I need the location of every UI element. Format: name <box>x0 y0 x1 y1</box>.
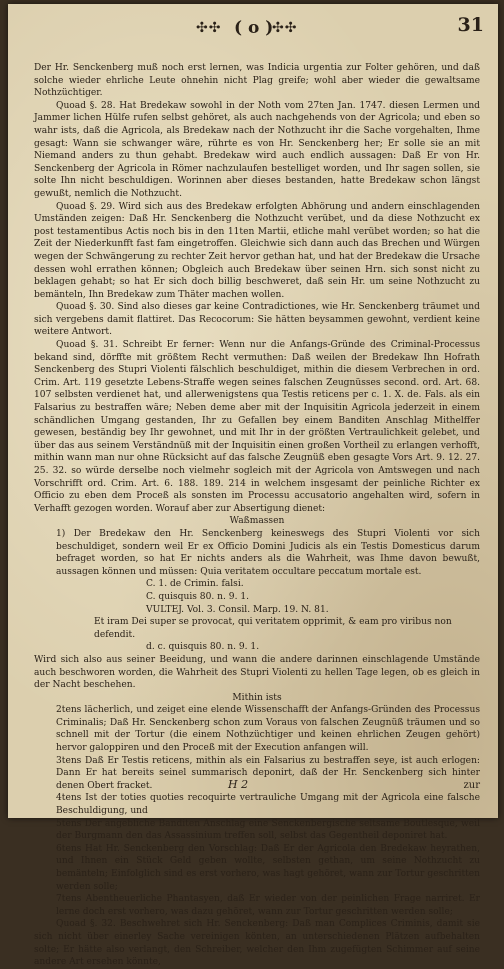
paragraph-point-4: 4tens Ist der toties quoties recoquirte vertrauliche Umgang mit der Agricola eine falsche Beschuldigung, und <box>56 793 480 817</box>
catchword: zur <box>463 780 480 791</box>
page-number: 31 <box>457 14 484 36</box>
document-body <box>34 62 480 968</box>
signature-mark: H 2 <box>228 778 249 791</box>
paragraph-point-6: 6tens Hat Hr. Senckenberg den Vorschlag: Daß Er der Agricola den Bredekaw heyrathen, und Ihnen ein Stück Geld geben wollte, selbsten gethan, um seine Nothzucht zu bemänteln; Einfolglich sind es erst vorhero, was hagt gehöret, wann zur Tortur geschritten werden solle; <box>56 843 480 892</box>
paragraph-quoad-31: Quoad §. 31. Schreibt Er ferner: Wenn nur die Anfangs-Gründe des Criminal-Processus bekand sind, dörffte mit größtem Recht vermuthen: Daß weilen der Bredekaw Ihn Hofrath Senckenberg des Stupri Violenti fälschlich beschuldiget, mithin die diesem Verbrechen in ord. Crim. Art. 119 gesetzte Lebens-Straffe wegen seines falschen Zeugnüsses second. ord. Art. 68. 107 selbsten verdienet hat, und allerwenigstens qua Testis reticens per c. 1. X. de. Fals. als ein Falsarius zu bestraffen wäre; Neben deme aber mit der Inquisitin Agricola jederzeit in einem schändlichen Umgang gestanden, Ihr zu Gefallen bey einem Banditen Anschlag Mithelffer gewesen, beständig bey Ihr gewohnet, und mit Ihr in der größten Vertraulichkeit gelebet, und über das aus seinem Verständnüß mit der Inquisitin einen großen Vortheil zu erlangen verhofft, mithin wann man nur ohne Rücksicht auf das falsche Zeugnüß eben gesagte Vors Art. 9. 12. 27. 25. 32. so würde derselbe noch vielmehr sogleich mit der Agricola von Amtswegen und nach Vorschrifft ord. Crim. Art. 6. 188. 189. 214 in welchem insgesamt der peinliche Richter ex Officio zu eben dem Proceß als sonsten im Processu accusatorio angehalten wird, sofern in Verhafft gezogen worden. Worauf aber zur Absertigung dienet: <box>34 340 480 514</box>
citation-line: VULTEJ. Vol. 3. Consil. Marp. 19. N. 81. <box>146 604 329 615</box>
paragraph-quoad-29: Quoad §. 29. Wird sich aus des Bredekaw erfolgten Abhörung und andern einschlagenden Umständen zeigen: Daß Hr. Senckenberg die Nothzucht verübet, und da diese Nothzucht ex post testamentibus Actis noch bis in den 11ten Martii, etliche mahl verübet worden; so hat die Zeit der Niederkunfft fast fam eingetroffen. Gleichwie sich dann auch das Brechen und Würgen wegen der Schwängerung zu rechter Zeit hervor gethan hat, und hat der Bredekaw die Ursache dessen wohl errathen können; Obgleich auch Bredekaw über seinen Hrn. sich sonst nicht zu beklagen gehabt; so hat Er sich doch billig beschweret, daß sein Hr. um seine Nothzucht zu bemänteln, Ihn Bredekaw zum Thäter machen wollen. <box>34 201 480 300</box>
citation-line: C. 1. de Crimin. falsi. <box>146 579 244 590</box>
ornament-left: ✣✣ <box>196 20 222 36</box>
page-footer <box>8 778 498 798</box>
paragraph-point-2: 2tens lächerlich, und zeiget eine elende Wissenschafft der Anfangs-Gründen des Processus Criminalis; Daß Hr. Senckenberg schon zum Voraus von falschen Zeugnüß träumen und so schnell mit der Tortur (die einem Nothzüchtiger und keinen ehrlichen Zeugen gehört) hervor galoppiren und den Proceß mit der Execution anfangen will. <box>56 705 480 754</box>
page-header <box>8 14 498 54</box>
ornament-right: ✣✣ <box>272 20 298 36</box>
paragraph-point-1: 1) Der Bredekaw den Hr. Senckenberg keineswegs des Stupri Violenti vor sich beschuldiget, sondern weil Er ex Officio Domini Judicis als ein Testis Domesticus darum befraget worden, so hat Er nichts anders als die Wahrheit, was Ihme davon bewußt, aussagen können und müssen: Quia veritatem occultare peccatum mortale est. <box>56 528 480 577</box>
citation-line: C. quisquis 80. n. 9. 1. <box>146 591 250 602</box>
paragraph-point-3: 3tens Daß Er Testis reticens, mithin als ein Falsarius zu bestraffen seye, ist auch erlogen: Dann Er hat bereits seinel summarisch deponirt, daß der Hr. Senckenberg sich hinter denen Obert fracket. <box>56 755 480 791</box>
paragraph-oath: Wird sich also aus seiner Beeidung, und wann die andere darinnen einschlagende Umstände auch beschworen worden, die Wahrheit des Stupri Violenti zu hellen Tage legen, ob es gleich in der Nacht beschehen. <box>34 654 480 691</box>
paragraph-quoad-32: Quoad §. 32. Beschwehret sich Hr. Senckenberg: Daß man Complices Criminis, damit sie sich nicht über einerley Sache vereinigen könten, an unterschiedenen Plätzen aufbehalten solte; Er hätte also verlangt, den Schreiber, welcher den Ihm zugefügten Schimmer auf seine andere Art ersehen könnte, <box>34 919 480 968</box>
paragraph-intro: Der Hr. Senckenberg muß noch erst lernen, was Indicia urgentia zur Folter gehören, und daß solche wieder ehrliche Leute ohnehin nicht Plag greife; wohl aber wieder die gewaltsame Nothzüchtiger. <box>34 63 480 99</box>
paragraph-point-7: 7tens Abentheuerliche Phantasyen, daß Er wieder von der peinlichen Frage narriret. Er lerne doch erst vorhero, was dazu gehöret, wann zur Tortur geschritten werden solle; <box>56 894 480 917</box>
page-marker: ( o ) <box>234 18 274 38</box>
paragraph-quoad-30: Quoad §. 30. Sind also dieses gar keine Contradictiones, wie Hr. Senckenberg träumet und sich vergebens damit flattiret. Das Recocorum: Sie hätten beysammen gewohnt, verdient keine weitere Antwort. <box>34 302 480 338</box>
document-page <box>8 4 498 968</box>
paragraph-point-5: 5tens Der angebliche Banditen Anschlag eine Senckenbergische seltsame Boutlesque, weil der Burgmann den das Assassinium treffen soll, selbst das Gegentheil deponiret hat. <box>56 818 480 842</box>
heading-mithin: Mithin ists <box>232 692 282 703</box>
latin-quote: Et iram Dei super se provocat, qui veritatem opprimit, & eam pro viribus non defendit. <box>94 617 452 640</box>
citation-line: d. c. quisquis 80. n. 9. 1. <box>146 642 260 653</box>
paragraph-quoad-28: Quoad §. 28. Hat Bredekaw sowohl in der Noth vom 27ten Jan. 1747. diesen Lermen und Jammer lichen Hülfe rufen selbst gehöret, als auch nachgehends von der Agricola; und eben so wahr ists, daß die Agricola, als Bredekaw nach der Nothzucht ihr die Sache vorgehalten, Ihme gesagt: Wann sie schwanger wäre, rührte es von Hr. Senckenberg her; Er solle sie an mit Niemand anders zu thun gehabt. Bredekaw wird auch endlich aussagen: Daß Er von Hr. Senckenberg der Agricola in Römer nachzulaufen bestelliget worden, und Ihr sagen sollen, sie solte Ihn nicht beschuldigen. Worinnen aber dieses bestanden, hatte Bredekaw schon längst gewußt, nemlich die Nothzucht. <box>34 100 480 199</box>
heading-wassmassen: Waßmassen <box>229 516 285 527</box>
